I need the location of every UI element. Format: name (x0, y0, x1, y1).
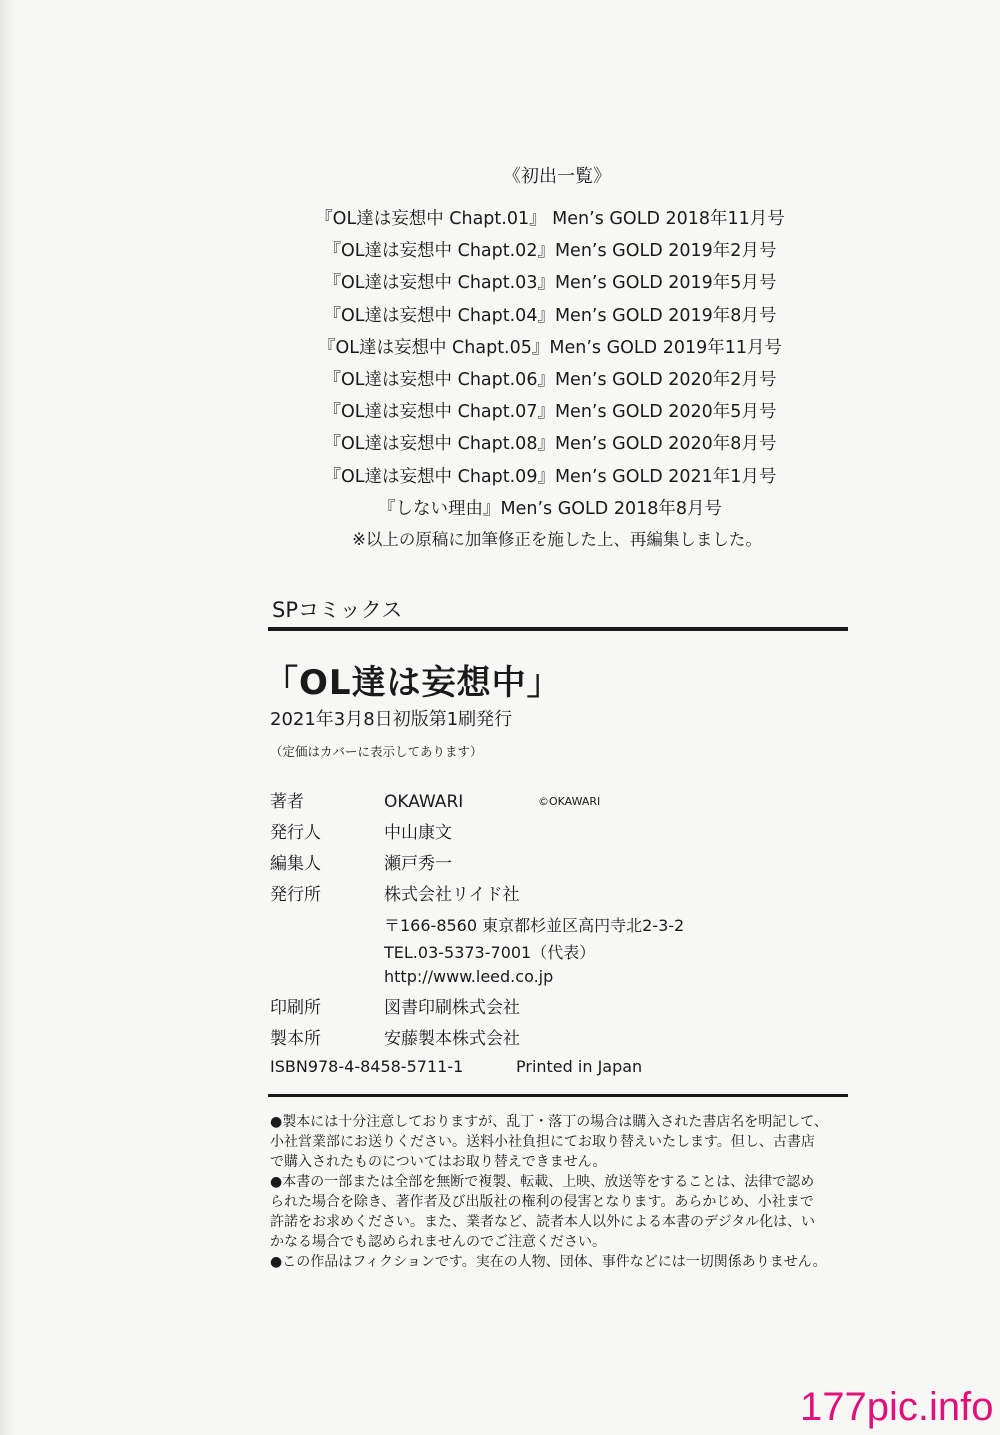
publisher-address: 〒166-8560 東京都杉並区高円寺北2-3-2 (384, 916, 685, 935)
publisher-person-name: 中山康文 (384, 823, 452, 843)
top-rule (268, 627, 848, 631)
legal-notices (270, 1112, 860, 1272)
publisher-name: 株式会社リイド社 (384, 885, 520, 905)
notice-line: で購入されたものについてはお取り替えできません。 (270, 1154, 607, 1170)
publication-entry: 『OL達は妄想中 Chapt.04』Men’s GOLD 2019年8月号 (323, 305, 777, 326)
publisher-label: 発行所 (270, 885, 321, 905)
series-name: SPコミックス (272, 598, 403, 622)
author-label: 著者 (270, 792, 304, 812)
publication-entry: 『OL達は妄想中 Chapt.05』Men’s GOLD 2019年11月号 (317, 337, 783, 358)
publication-entry: 『OL達は妄想中 Chapt.01』 Men’s GOLD 2018年11月号 (315, 209, 785, 229)
notice-line: 小社営業部にお送りください。送料小社負担にてお取り替えいたします。但し、古書店 (270, 1134, 815, 1150)
isbn: ISBN978-4-8458-5711-1 (270, 1057, 464, 1076)
publication-entry: 『OL達は妄想中 Chapt.06』Men’s GOLD 2020年2月号 (323, 369, 777, 390)
bottom-rule (268, 1094, 848, 1097)
binder-label: 製本所 (270, 1029, 321, 1049)
printer-label: 印刷所 (270, 998, 321, 1018)
author-name: OKAWARI (384, 792, 464, 812)
publisher-url[interactable]: http://www.leed.co.jp (384, 967, 554, 986)
publication-entry: 『OL達は妄想中 Chapt.08』Men’s GOLD 2020年8月号 (323, 434, 777, 455)
publication-entry: 『OL達は妄想中 Chapt.03』Men’s GOLD 2019年5月号 (323, 273, 777, 294)
notice-line: られた場合を除き、著作者及び出版社の権利の侵害となります。あらかじめ、小社まで (270, 1194, 814, 1210)
publication-entry: 『OL達は妄想中 Chapt.02』Men’s GOLD 2019年2月号 (323, 241, 777, 262)
notice-line: かなる場合でも認められませんのでご注意ください。 (270, 1234, 606, 1250)
notice-line: 許諾をお求めください。また、業者など、読者本人以外による本書のデジタル化は、い (270, 1214, 816, 1230)
publication-entry: 『OL達は妄想中 Chapt.07』Men’s GOLD 2020年5月号 (323, 402, 777, 423)
printed-in: Printed in Japan (516, 1057, 643, 1076)
publication-list (0, 165, 1000, 555)
notice-line: ●本書の一部または全部を無断で複製、転載、上映、放送等をすることは、法律で認め (270, 1174, 815, 1190)
publisher-tel: TEL.03-5373-7001（代表） (384, 943, 596, 962)
printer-name: 図書印刷株式会社 (384, 998, 520, 1018)
book-title: 「OL達は妄想中」 (264, 663, 562, 703)
publisher-person-label: 発行人 (270, 823, 321, 843)
publication-list-heading: 《初出一覧》 (503, 166, 611, 187)
publication-entry: 『OL達は妄想中 Chapt.09』Men’s GOLD 2021年1月号 (323, 466, 777, 487)
first-edition-date: 2021年3月8日初版第1刷発行 (270, 709, 513, 730)
editor-label: 編集人 (270, 854, 321, 874)
price-note: （定価はカバーに表示してあります） (270, 744, 483, 759)
publication-note: ※以上の原稿に加筆修正を施した上、再編集しました。 (352, 529, 762, 549)
watermark: 177pic.info (800, 1385, 994, 1429)
copyright-notice: ©OKAWARI (538, 795, 601, 808)
notice-line: ●この作品はフィクションです。実在の人物、団体、事件などには一切関係ありません。 (270, 1254, 827, 1270)
binder-name: 安藤製本株式会社 (384, 1029, 520, 1049)
publication-entry: 『しない理由』Men’s GOLD 2018年8月号 (378, 498, 722, 519)
notice-line: ●製本には十分注意しておりますが、乱丁・落丁の場合は購入された書店名を明記して、 (270, 1114, 828, 1130)
editor-name: 瀬戸秀一 (384, 854, 452, 874)
